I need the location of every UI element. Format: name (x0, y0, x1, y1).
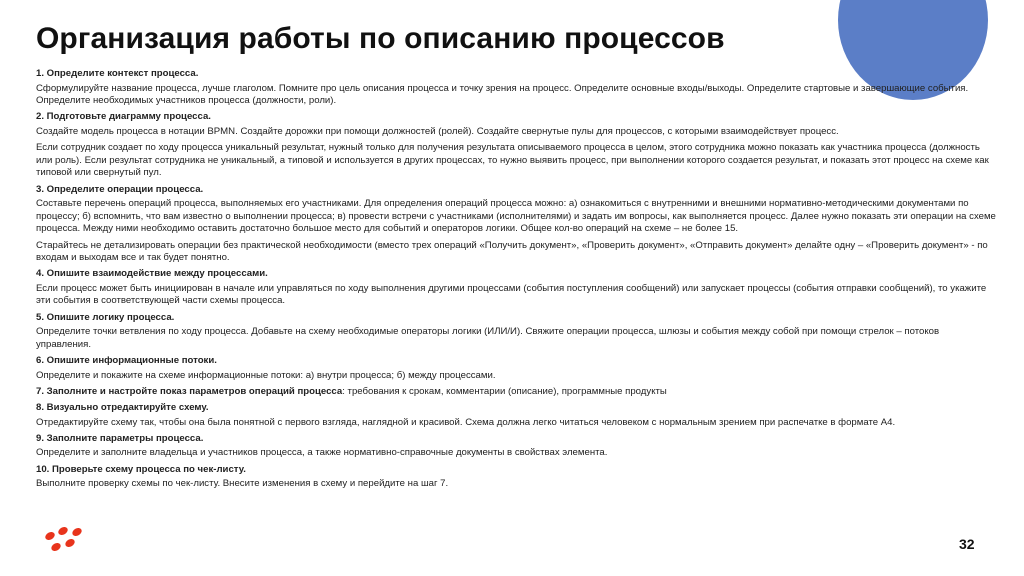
section-1-text: Сформулируйте название процесса, лучше глаголом. Помните про цель описания процесса и точку зрения на процесс. Определите основные входы/выходы. Определите стартовые и завершающие события. Определите необходимых участников процесса (должности, роли). (36, 82, 969, 107)
section-2-text-2: Если сотрудник создает по ходу процесса уникальный результат, нужный только для получения результата описываемого процесса в целом, этого сотрудника можно показать как участника процесса (должность или роль). Если результат сотрудника не уникальный, а типовой и используется в других процессах, то нужно выявить процесс, при выполнении которого создается результат, и показать этот процесс на схеме как типовой или свернутый пул. (36, 142, 989, 179)
section-3-heading: 3. Определите операции процесса. (36, 183, 204, 195)
section-3-text-2: Старайтесь не детализировать операции без практической необходимости (вместо трех операций «Получить документ», «Проверить документ», «Отправить документ» делайте одну – «Проверить документ» - по входам и выходам все и так будет понятно. (36, 239, 988, 264)
section-10-text: Выполните проверку схемы по чек-листу. Внесите изменения в схему и перейдите на шаг 7. (36, 478, 449, 490)
section-7-line (36, 386, 996, 399)
section-8-heading: 8. Визуально отредактируйте схему. (36, 402, 209, 413)
section-9-heading: 9. Заполните параметры процесса. (36, 432, 204, 444)
page-title: Организация работы по описанию процессов (36, 22, 725, 55)
instructions-body (36, 68, 996, 494)
section-4-text: Если процесс может быть инициирован в начале или управляться по ходу выполнения другими процессами (события поступления сообщений) или запускает процессы (события отправки сообщений), то укажите эти события в соответствующей части схемы процесса. (36, 282, 987, 307)
section-9-text: Определите и заполните владельца и участников процесса, а также нормативно-справочные документы в свойствах элемента. (36, 447, 608, 459)
page-number: 32 (959, 536, 975, 552)
section-5-text: Определите точки ветвления по ходу процесса. Добавьте на схему необходимые операторы логики (ИЛИ/И). Свяжите операции процесса, шлюзы и события между собой при помощи стрелок – потоков управления. (36, 326, 940, 350)
section-8-text: Отредактируйте схему так, чтобы она была понятной с первого взгляда, наглядной и красивой. Схема должна легко читаться человеком с нормальным зрением при распечатке в формате А4. (36, 416, 896, 428)
section-6-text: Определите и покажите на схеме информационные потоки: а) внутри процесса; б) между процессами. (36, 369, 496, 381)
section-4-heading: 4. Опишите взаимодействие между процессами. (36, 268, 268, 280)
section-1-heading: 1. Определите контекст процесса. (36, 68, 199, 79)
section-2-text-1: Создайте модель процесса в нотации BPMN. Создайте дорожки при помощи должностей (ролей). Создайте свернутые пулы для процессов, с которыми взаимодействует процесс. (36, 125, 839, 137)
section-3-text-1: Составьте перечень операций процесса, выполняемых его участниками. Для определения операций процесса можно: а) ознакомиться с внутренними и внешними нормативно-методическими документами по процессу; б) вспомнить, что вам известно о выполнении процесса; в) провести встречи с участниками (исполнителями) и задать им вопросы, как выполняется процесс. Далее нужно показать эти операции на схеме процесса. Между ними необходимо оставить достаточно большое место для событий и операторов логики. Общее кол-во операций на схеме – не более 15. (36, 198, 996, 235)
section-2-heading: 2. Подготовьте диаграмму процесса. (36, 111, 211, 123)
section-6-heading: 6. Опишите информационные потоки. (36, 355, 217, 367)
section-7-heading: 7. Заполните и настройте показ параметров операций процесса (36, 385, 343, 397)
section-5-heading: 5. Опишите логику процесса. (36, 311, 175, 323)
section-7-text: : требования к срокам, комментарии (описание), программные продукты (342, 385, 667, 397)
section-10-heading: 10. Проверьте схему процесса по чек-листу. (36, 463, 246, 475)
company-logo-dots-icon (44, 526, 94, 554)
